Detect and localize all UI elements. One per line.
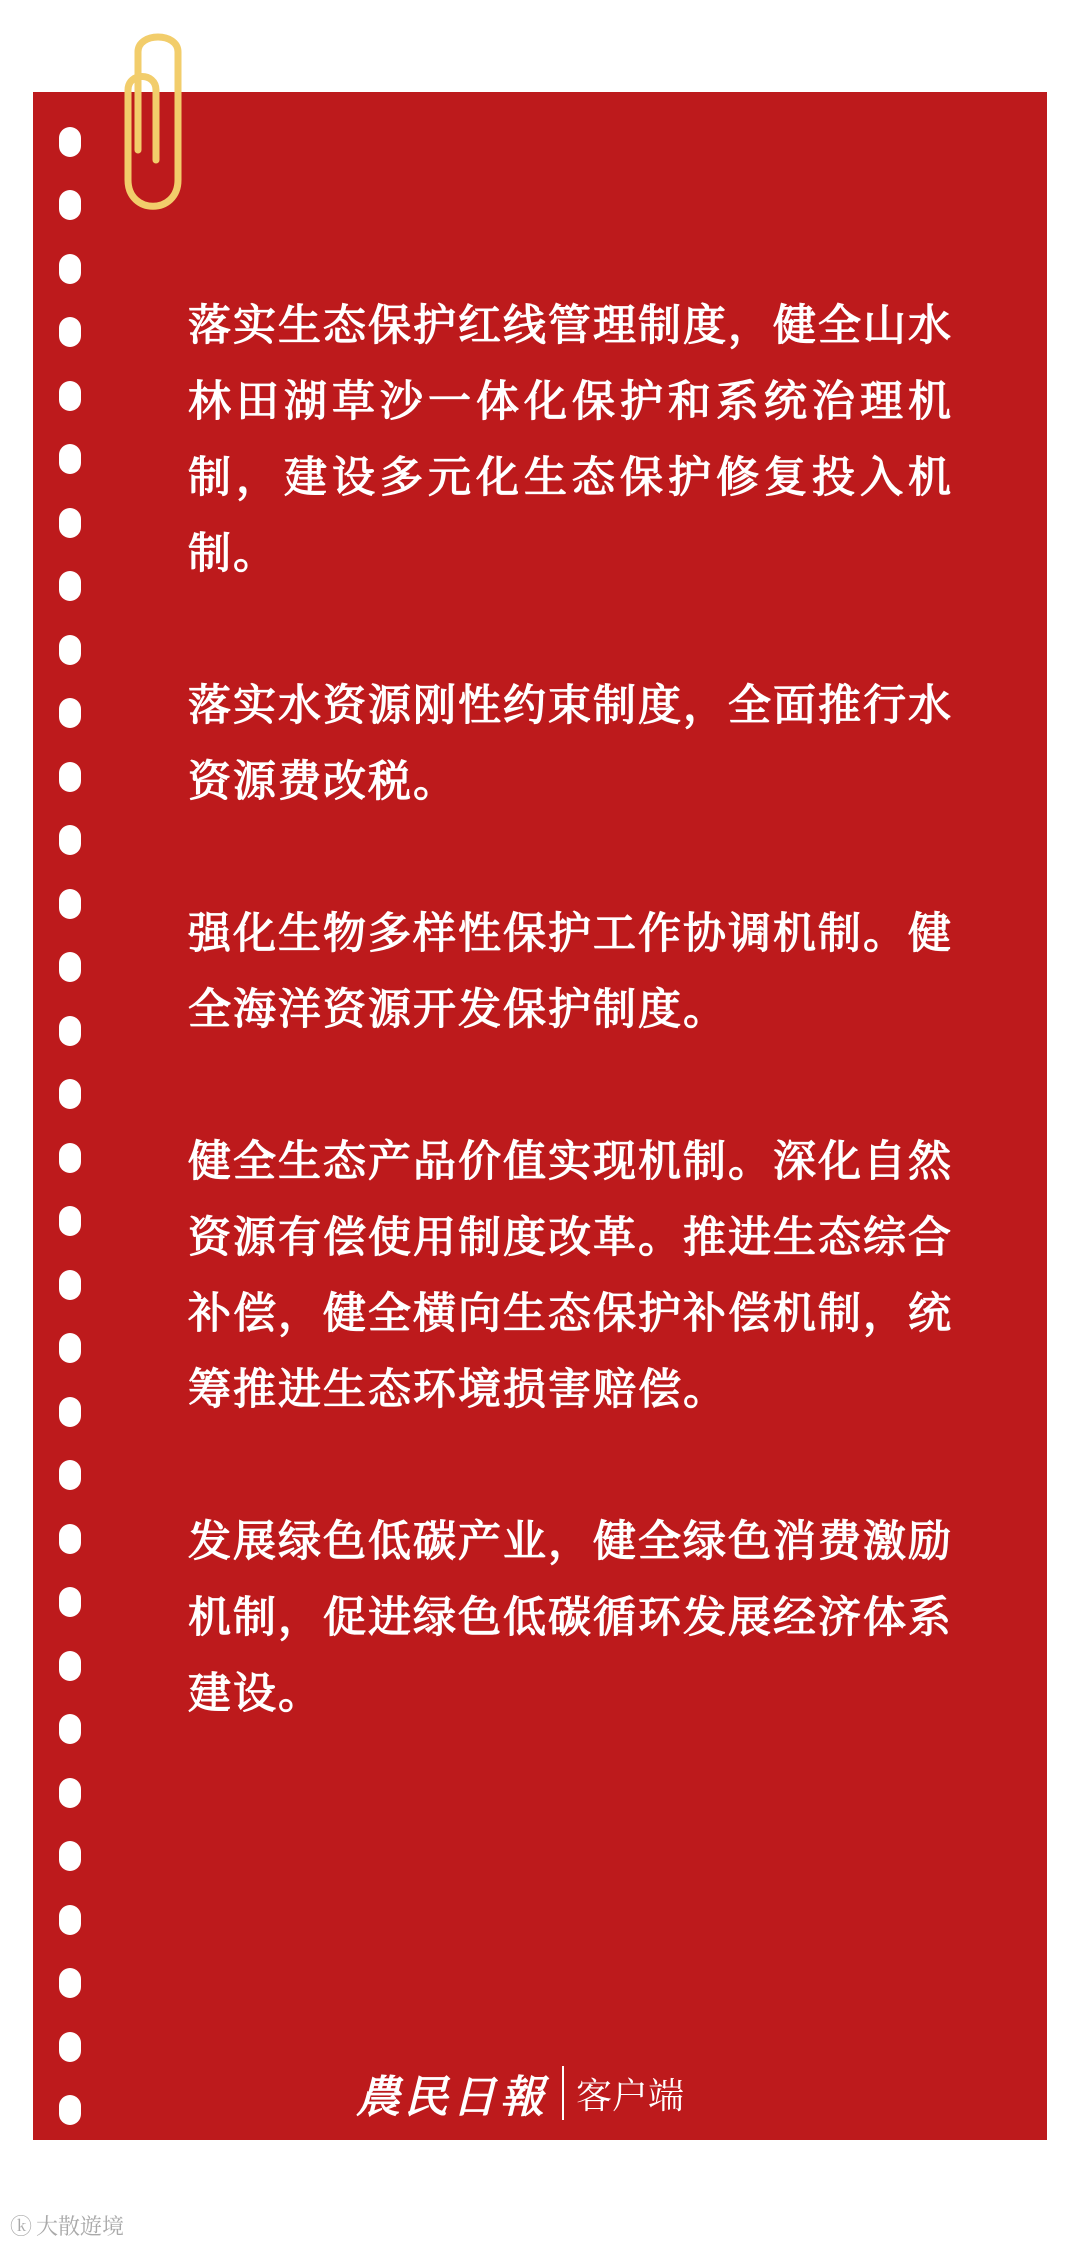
binder-hole [59, 762, 81, 792]
client-label: 客户端 [576, 2075, 685, 2117]
binder-hole [59, 1714, 81, 1744]
paragraph-water-resources: 落实水资源刚性约束制度，全面推行水资源费改税。 [188, 681, 953, 807]
k-circle-icon: ⓚ [10, 2215, 33, 2240]
binder-hole [59, 1016, 81, 1046]
binder-hole [59, 1968, 81, 1998]
binder-hole [59, 1524, 81, 1554]
paragraph-green-industry: 发展绿色低碳产业，健全绿色消费激励机制，促进绿色低碳循环发展经济体系建设。 [188, 1517, 953, 1719]
binder-hole [59, 1841, 81, 1871]
text-content [188, 288, 953, 1808]
binder-hole [59, 254, 81, 284]
binder-hole [59, 1778, 81, 1808]
binder-hole [59, 1270, 81, 1300]
binder-hole [59, 1905, 81, 1935]
binder-hole [59, 1206, 81, 1236]
newspaper-logo-text: 農民日報 [356, 2072, 548, 2123]
binder-hole [59, 317, 81, 347]
binder-hole [59, 381, 81, 411]
binder-hole [59, 571, 81, 601]
binder-hole [59, 952, 81, 982]
binder-hole [59, 508, 81, 538]
binder-hole [59, 698, 81, 728]
publisher-logo [356, 2058, 684, 2128]
paragraph-ecological-products: 健全生态产品价值实现机制。深化自然资源有偿使用制度改革。推进生态综合补偿，健全横向生态保护补偿机制，统筹推进生态环境损害赔偿。 [188, 1137, 953, 1415]
binder-hole [59, 1333, 81, 1363]
binder-hole [59, 1651, 81, 1681]
binder-hole [59, 1143, 81, 1173]
binder-hole [59, 2032, 81, 2062]
binder-hole [59, 127, 81, 157]
binder-hole [59, 889, 81, 919]
binder-hole [59, 1397, 81, 1427]
logo-divider [562, 2066, 564, 2120]
binder-hole [59, 1460, 81, 1490]
watermark [10, 2210, 124, 2241]
paperclip-icon [98, 30, 208, 230]
watermark-text: 大散遊境 [36, 2215, 125, 2240]
binder-hole [59, 190, 81, 220]
binder-hole [59, 2095, 81, 2125]
binder-hole [59, 1079, 81, 1109]
binder-hole [59, 635, 81, 665]
binder-hole [59, 825, 81, 855]
paragraph-ecological-redline: 落实生态保护红线管理制度，健全山水林田湖草沙一体化保护和系统治理机制，建设多元化生态保护修复投入机制。 [188, 301, 953, 579]
paragraph-biodiversity: 强化生物多样性保护工作协调机制。健全海洋资源开发保护制度。 [188, 909, 953, 1035]
binder-hole [59, 444, 81, 474]
binder-hole [59, 1587, 81, 1617]
